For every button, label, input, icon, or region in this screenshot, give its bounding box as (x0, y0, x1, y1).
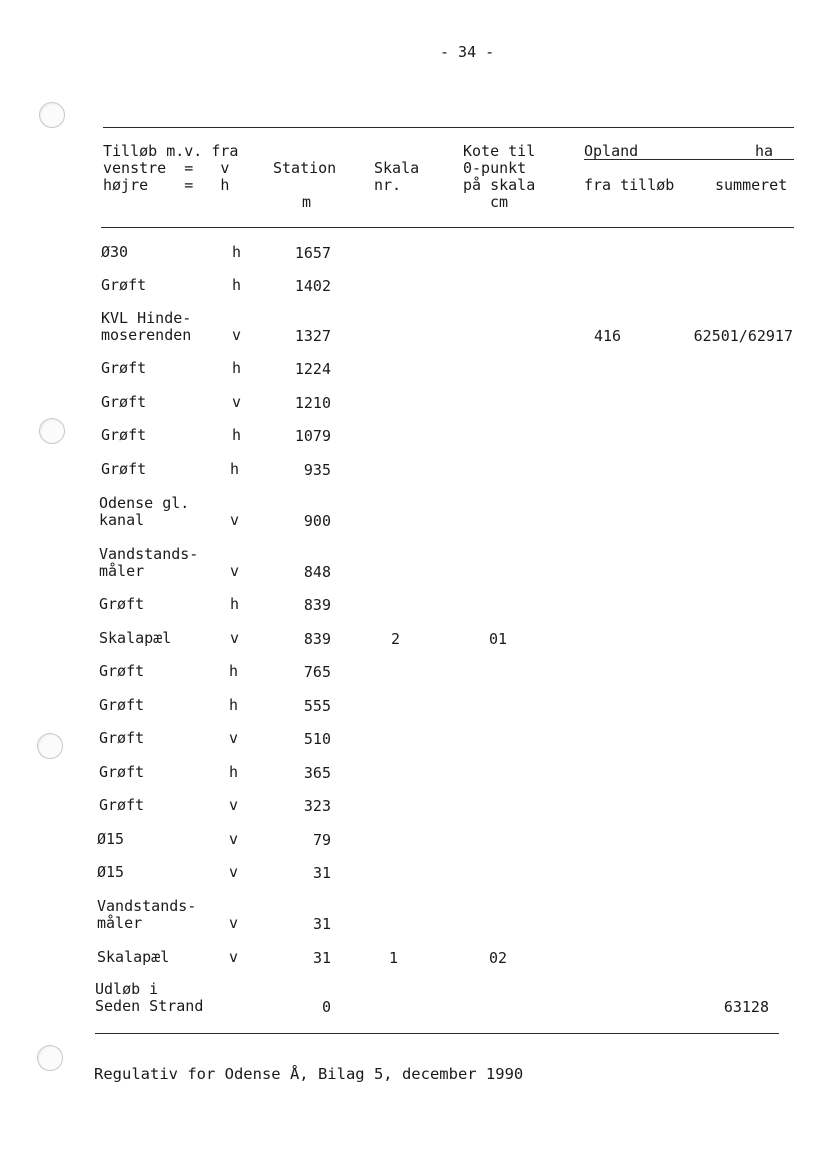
table-top-rule (103, 127, 794, 128)
row-station: 900 (303, 512, 331, 530)
row-side: v (232, 393, 242, 411)
punch-hole-2 (39, 418, 65, 444)
row-name: Grøft (101, 393, 147, 411)
row-name-line1: Vandstands- (97, 897, 197, 915)
header-kote-line4: cm (490, 193, 509, 211)
header-col1-line3: højre = h (103, 176, 230, 194)
row-side: h (232, 426, 242, 444)
row-station: 31 (312, 915, 331, 933)
row-name-line2: Seden Strand (95, 997, 204, 1015)
row-name-line1: KVL Hinde- (101, 309, 192, 327)
row-side: h (232, 276, 242, 294)
row-name-line1: Odense gl. (99, 494, 190, 512)
row-name-line2: måler (97, 914, 143, 932)
row-opland-sum: 63128 (723, 998, 769, 1016)
row-station: 79 (312, 831, 331, 849)
row-side: v (229, 863, 239, 881)
row-station: 1657 (294, 244, 331, 262)
row-side: v (229, 830, 239, 848)
row-side: h (229, 763, 239, 781)
row-name: Grøft (99, 763, 145, 781)
row-name: Ø15 (97, 863, 125, 881)
row-kote: 01 (489, 630, 508, 648)
footer-text: Regulativ for Odense Å, Bilag 5, december 1990 (94, 1065, 524, 1083)
row-side: v (229, 796, 239, 814)
row-name: Grøft (101, 276, 147, 294)
table-bottom-rule (95, 1033, 779, 1034)
header-col1-line2: venstre = v (103, 159, 230, 177)
header-col1-line1: Tilløb m.v. fra (103, 142, 239, 160)
row-skala: 1 (389, 949, 399, 967)
row-station: 848 (303, 563, 331, 581)
row-station: 555 (303, 697, 331, 715)
row-side: h (229, 662, 239, 680)
row-name: Grøft (101, 359, 147, 377)
header-kote-line1: Kote til (463, 142, 536, 160)
row-station: 31 (312, 864, 331, 882)
row-station: 31 (312, 949, 331, 967)
row-station: 935 (303, 461, 331, 479)
row-side: h (232, 359, 242, 377)
punch-hole-1 (39, 102, 65, 128)
row-name: Ø15 (97, 830, 125, 848)
row-name: Grøft (101, 426, 147, 444)
row-name: Grøft (99, 729, 145, 747)
row-kote: 02 (489, 949, 508, 967)
row-name: Grøft (101, 460, 147, 478)
row-station: 1210 (294, 394, 331, 412)
row-station: 1327 (294, 327, 331, 345)
row-station: 1079 (294, 427, 331, 445)
header-kote-line2: 0-punkt (463, 159, 527, 177)
punch-hole-4 (37, 1045, 63, 1071)
row-name: Grøft (99, 595, 145, 613)
header-opland: Opland (584, 142, 639, 160)
row-name-line1: Udløb i (95, 980, 159, 998)
row-side: v (229, 914, 239, 932)
row-name-line1: Vandstands- (99, 545, 199, 563)
row-side: v (230, 511, 240, 529)
row-skala: 2 (391, 630, 401, 648)
row-side: v (230, 629, 240, 647)
row-station: 510 (303, 730, 331, 748)
row-station: 839 (303, 596, 331, 614)
row-station: 839 (303, 630, 331, 648)
header-summeret: summeret (715, 176, 788, 194)
row-name: Grøft (99, 696, 145, 714)
row-station: 0 (321, 998, 331, 1016)
table-header-rule (101, 227, 794, 228)
row-station: 765 (303, 663, 331, 681)
header-kote-line3: på skala (463, 176, 536, 194)
row-side: v (232, 326, 242, 344)
row-side: v (229, 948, 239, 966)
row-station: 1402 (294, 277, 331, 295)
header-opland-underline (584, 159, 794, 160)
row-side: v (229, 729, 239, 747)
header-skala-line1: Skala (374, 159, 420, 177)
punch-hole-3 (37, 733, 63, 759)
row-name: Skalapæl (99, 629, 172, 647)
row-station: 323 (303, 797, 331, 815)
row-name-line2: moserenden (101, 326, 192, 344)
header-station-unit: m (302, 193, 312, 211)
row-name: Grøft (99, 796, 145, 814)
row-opland-sum: 62501/62917 (693, 327, 793, 345)
row-station: 365 (303, 764, 331, 782)
header-ha: ha (755, 142, 774, 160)
row-name: Ø30 (101, 243, 129, 261)
header-fra-tillob: fra tilløb (584, 176, 675, 194)
header-skala-line2: nr. (374, 176, 402, 194)
row-side: h (230, 460, 240, 478)
row-side: h (232, 243, 242, 261)
row-side: h (230, 595, 240, 613)
page-number: - 34 - (440, 43, 495, 61)
header-station: Station (273, 159, 337, 177)
row-name: Skalapæl (97, 948, 170, 966)
row-station: 1224 (294, 360, 331, 378)
row-side: h (229, 696, 239, 714)
row-opland-fra: 416 (594, 327, 622, 345)
row-name-line2: måler (99, 562, 145, 580)
row-side: v (230, 562, 240, 580)
row-name: Grøft (99, 662, 145, 680)
row-name-line2: kanal (99, 511, 145, 529)
